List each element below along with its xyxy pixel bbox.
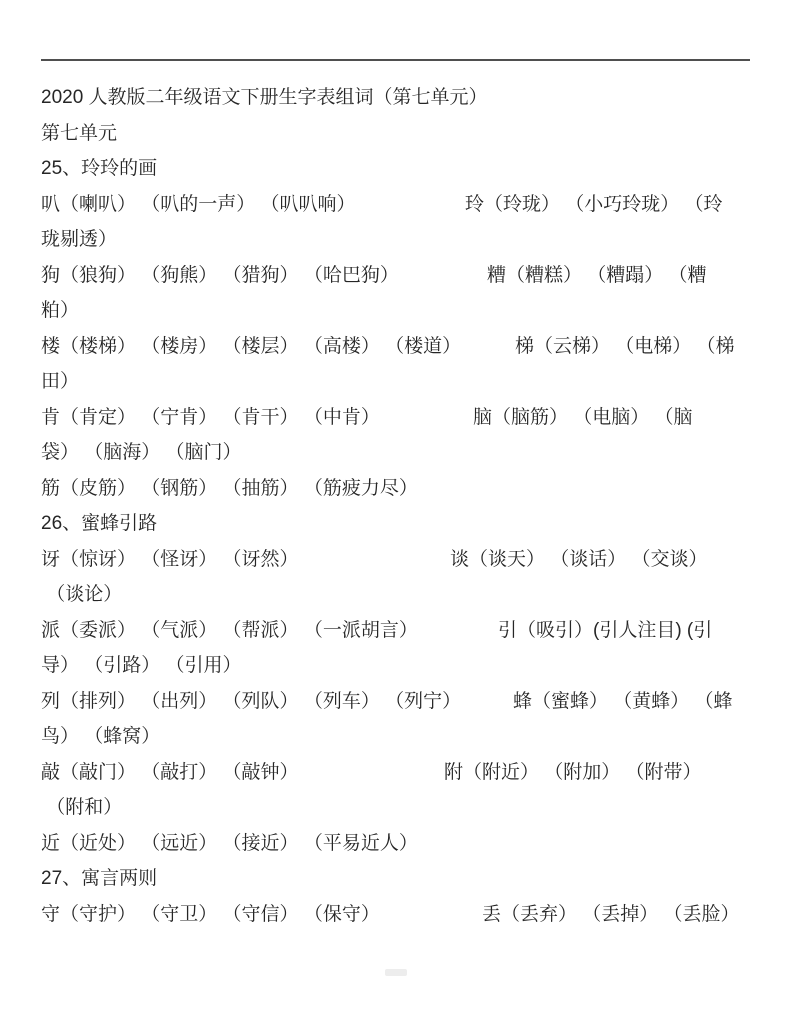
word-line bbox=[41, 542, 771, 578]
word-line-continuation bbox=[41, 577, 771, 613]
word-group-left: （附和） bbox=[41, 797, 123, 818]
lesson-26-heading bbox=[41, 506, 771, 542]
word-group-left: 叭（喇叭） （叭的一声） （叭叭响） bbox=[41, 193, 356, 215]
word-line-continuation bbox=[41, 293, 771, 329]
faint-smudge bbox=[385, 969, 407, 976]
word-group-left: 敲（敲门） （敲打） （敲钟） bbox=[41, 761, 299, 783]
word-line bbox=[41, 897, 771, 933]
word-group-right: 附（附近） （附加） （附带） bbox=[444, 761, 702, 783]
word-group-left: （谈论） bbox=[41, 584, 123, 605]
lesson-26-heading-text: 26、蜜蜂引路 bbox=[41, 513, 158, 534]
word-line-continuation bbox=[41, 435, 771, 471]
doc-title bbox=[41, 80, 771, 116]
word-line-continuation bbox=[41, 364, 771, 400]
word-line bbox=[41, 826, 771, 862]
word-line bbox=[41, 755, 771, 791]
word-group-left: 肯（肯定） （宁肯） （肯干） （中肯） bbox=[41, 406, 380, 428]
word-group-left: 鸟） （蜂窝） bbox=[41, 726, 161, 747]
word-group-left: 派（委派） （气派） （帮派） （一派胡言） bbox=[41, 619, 418, 641]
word-group-left: 守（守护） （守卫） （守信） （保守） bbox=[41, 903, 380, 925]
word-group-left: 狗（狼狗） （狗熊） （猎狗） （哈巴狗） bbox=[41, 264, 399, 286]
word-group-left: 珑剔透） bbox=[41, 229, 118, 250]
word-group-left: 楼（楼梯） （楼房） （楼层） （高楼） （楼道） bbox=[41, 335, 462, 357]
word-group-right: 丢（丢弃） （丢掉） （丢脸） bbox=[482, 903, 740, 925]
word-line-continuation bbox=[41, 719, 771, 755]
unit-label bbox=[41, 116, 771, 152]
lesson-27-heading-text: 27、寓言两则 bbox=[41, 868, 158, 889]
word-group-right: 蜂（蜜蜂） （黄蜂） （蜂 bbox=[513, 690, 733, 712]
word-group-left: 袋） （脑海） （脑门） bbox=[41, 442, 242, 463]
header-rule bbox=[41, 59, 750, 61]
lesson-25-heading bbox=[41, 151, 771, 187]
word-group-left: 筋（皮筋） （钢筋） （抽筋） （筋疲力尽） bbox=[41, 477, 418, 499]
word-line bbox=[41, 471, 771, 507]
word-group-right: 谈（谈天） （谈话） （交谈） bbox=[450, 548, 708, 570]
word-group-left: 粕） bbox=[41, 300, 80, 321]
lesson-27-heading bbox=[41, 861, 771, 897]
word-line bbox=[41, 400, 771, 436]
doc-title-text: 2020 人教版二年级语文下册生字表组词（第七单元） bbox=[41, 87, 488, 108]
word-group-right: 糟（糟糕） （糟蹋） （糟 bbox=[487, 264, 707, 286]
word-group-right: 引（吸引）(引人注目) (引 bbox=[498, 619, 713, 641]
word-line-continuation bbox=[41, 790, 771, 826]
word-group-right: 玲（玲珑） （小巧玲珑） （玲 bbox=[465, 193, 723, 215]
word-line bbox=[41, 187, 771, 223]
word-group-left: 讶（惊讶） （怪讶） （讶然） bbox=[41, 548, 299, 570]
word-line bbox=[41, 684, 771, 720]
word-group-right: 脑（脑筋） （电脑） （脑 bbox=[473, 406, 693, 428]
word-line-continuation bbox=[41, 648, 771, 684]
text-block bbox=[41, 80, 771, 932]
word-group-left: 田） bbox=[41, 371, 80, 392]
word-line bbox=[41, 613, 771, 649]
word-group-left: 导） （引路） （引用） bbox=[41, 655, 242, 676]
word-line-continuation bbox=[41, 222, 771, 258]
word-line bbox=[41, 329, 771, 365]
word-group-left: 近（近处） （远近） （接近） （平易近人） bbox=[41, 832, 418, 854]
word-line bbox=[41, 258, 771, 294]
lesson-25-heading-text: 25、玲玲的画 bbox=[41, 158, 158, 179]
word-group-left: 列（排列） （出列） （列队） （列车） （列宁） bbox=[41, 690, 462, 712]
unit-label-text: 第七单元 bbox=[41, 122, 118, 144]
word-group-right: 梯（云梯） （电梯） （梯 bbox=[515, 335, 735, 357]
